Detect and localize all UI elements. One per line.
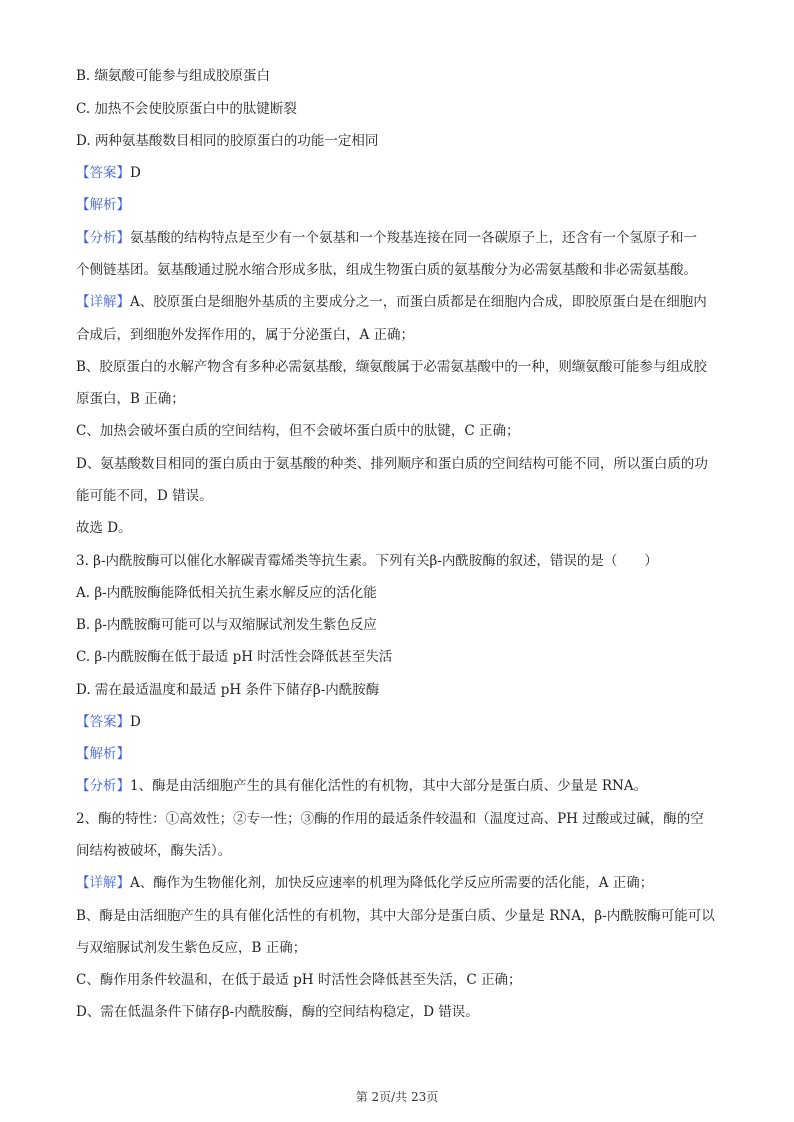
section-marker: 【答案】 — [76, 165, 130, 181]
detail-text: 合成后，到细胞外发挥作用的，属于分泌蛋白，A 正确； — [76, 327, 415, 343]
option-b: B. β-内酰胺酶可能可以与双缩脲试剂发生紫色反应 — [76, 617, 377, 633]
section-marker: 【详解】 — [76, 294, 130, 310]
detail-text: D、需在低温条件下储存β-内酰胺酶，酶的空间结构稳定，D 错误。 — [76, 1004, 479, 1020]
detail-text: B、酶是由活细胞产生的具有催化活性的有机物，其中大部分是蛋白质、少量是 RNA，β-内酰胺酶可能可以 — [76, 908, 715, 924]
conclusion-text: 故选 D。 — [76, 520, 132, 536]
analysis-text: 间结构被破坏，酶失活）。 — [76, 843, 232, 859]
analysis-text: 【分析】氨基酸的结构特点是至少有一个氨基和一个羧基连接在同一各碳原子上，还含有一个氢原子和一 — [76, 230, 697, 246]
section-marker: 【解析】 — [76, 197, 130, 213]
detail-text: B、胶原蛋白的水解产物含有多种必需氨基酸，缬氨酸属于必需氨基酸中的一种，则缬氨酸可能参与组成胶 — [76, 359, 707, 375]
answer-label: 【答案】D — [76, 714, 141, 730]
option-c: C. β-内酰胺酶在低于最适 pH 时活性会降低甚至失活 — [76, 649, 393, 665]
section-marker: 【分析】 — [76, 230, 130, 246]
option-d: D. 两种氨基酸数目相同的胶原蛋白的功能一定相同 — [76, 133, 379, 149]
option-d: D. 需在最适温度和最适 pH 条件下储存β-内酰胺酶 — [76, 682, 380, 698]
section-marker: 【答案】 — [76, 714, 130, 730]
analysis-label — [76, 745, 726, 763]
section-marker: 【解析】 — [76, 746, 130, 762]
option-c: C. 加热不会使胶原蛋白中的肽键断裂 — [76, 101, 297, 117]
detail-text: C、加热会破坏蛋白质的空间结构，但不会破坏蛋白质中的肽键，C 正确； — [76, 423, 520, 439]
option-a: A. β-内酰胺酶能降低相关抗生素水解反应的活化能 — [76, 585, 377, 601]
detail-text: 与双缩脲试剂发生紫色反应，B 正确； — [76, 940, 307, 956]
option-b: B. 缬氨酸可能参与组成胶原蛋白 — [76, 68, 271, 84]
detail-text: 【详解】A、胶原蛋白是细胞外基质的主要成分之一，而蛋白质都是在细胞内合成，即胶原蛋白是在细胞内 — [76, 294, 707, 310]
detail-text: 【详解】A、酶作为生物催化剂，加快反应速率的机理为降低化学反应所需要的活化能，A 正确； — [76, 875, 654, 891]
detail-text: D、氨基酸数目相同的蛋白质由于氨基酸的种类、排列顺序和蛋白质的空间结构可能不同，所以蛋白质的功 — [76, 456, 708, 472]
page-footer: 第 2页/共 23页 — [355, 1090, 439, 1104]
question-3-stem: 3. β-内酰胺酶可以催化水解碳青霉烯类等抗生素。下列有关β-内酰胺酶的叙述，错误的是（ ） — [76, 553, 658, 569]
analysis-text: 个侧链基团。氨基酸通过脱水缩合形成多肽，组成生物蛋白质的氨基酸分为必需氨基酸和非必需氨基酸。 — [76, 262, 697, 278]
answer-label: 【答案】D — [76, 165, 141, 181]
section-marker: 【分析】 — [76, 778, 130, 794]
detail-text: 原蛋白，B 正确； — [76, 391, 185, 407]
detail-text: 能可能不同，D 错误。 — [76, 488, 213, 504]
analysis-label — [76, 196, 726, 214]
analysis-text: 2、酶的特性：①高效性；②专一性；③酶的作用的最适条件较温和（温度过高、PH 过酸或过碱，酶的空 — [76, 811, 704, 827]
section-marker: 【详解】 — [76, 875, 130, 891]
detail-text: C、酶作用条件较温和，在低于最适 pH 时活性会降低甚至失活，C 正确； — [76, 972, 522, 988]
analysis-text: 【分析】1、酶是由活细胞产生的具有催化活性的有机物，其中大部分是蛋白质、少量是 RNA。 — [76, 778, 648, 794]
